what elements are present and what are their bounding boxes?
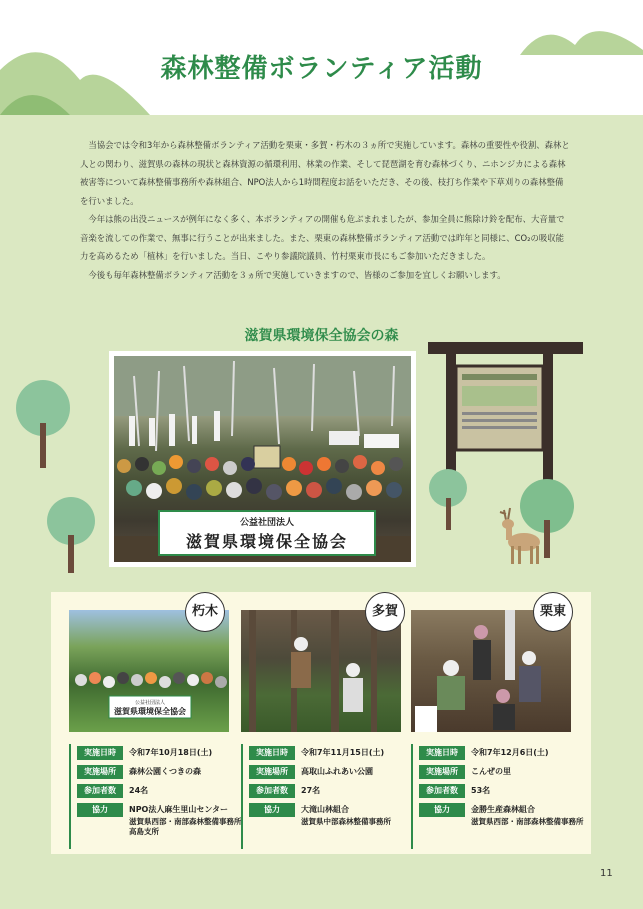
tree-illustration bbox=[45, 495, 97, 573]
count-value: 24名 bbox=[129, 786, 149, 795]
count-label: 参加者数 bbox=[249, 784, 295, 798]
count-row bbox=[243, 782, 415, 801]
mini-banner-subtitle: 公益社団法人 bbox=[134, 700, 166, 706]
coop-value: 滋賀県中部森林整備事務所 bbox=[301, 817, 391, 826]
event-card-kutsuki bbox=[69, 604, 242, 836]
place-row bbox=[71, 763, 243, 782]
date-label: 実施日時 bbox=[249, 746, 295, 760]
place-row bbox=[243, 763, 415, 782]
date-row bbox=[243, 744, 415, 763]
group-photo bbox=[109, 351, 416, 567]
date-row bbox=[413, 744, 585, 763]
tree-illustration bbox=[14, 378, 72, 468]
place-value: 高取山ふれあい公園 bbox=[301, 767, 373, 776]
count-value: 27名 bbox=[301, 786, 321, 795]
coop-label: 協力 bbox=[419, 803, 465, 817]
date-label: 実施日時 bbox=[77, 746, 123, 760]
place-row bbox=[413, 763, 585, 782]
coop-value: 滋賀県西部・南部森林整備事務所 bbox=[129, 817, 242, 826]
coop-row bbox=[71, 801, 243, 849]
count-label: 参加者数 bbox=[77, 784, 123, 798]
location-badge: 朽木 bbox=[185, 592, 225, 632]
date-value: 令和7年11月15日(土) bbox=[301, 748, 385, 757]
date-row bbox=[71, 744, 243, 763]
date-label: 実施日時 bbox=[419, 746, 465, 760]
count-row bbox=[413, 782, 585, 801]
coop-label: 協力 bbox=[249, 803, 295, 817]
banner-subtitle: 公益社団法人 bbox=[239, 518, 294, 528]
page-title: 森林整備ボランティア活動 bbox=[160, 54, 483, 84]
place-label: 実施場所 bbox=[249, 765, 295, 779]
intro-paragraph: 今後も毎年森林整備ボランティア活動を３ヵ所で実施していきますので、皆様のご参加を宜しくお願いします。 bbox=[88, 269, 506, 280]
group-photo-image bbox=[114, 356, 411, 562]
mini-banner-title: 滋賀県環境保全協会 bbox=[114, 707, 186, 716]
page-header bbox=[0, 0, 643, 115]
count-value: 53名 bbox=[471, 786, 491, 795]
event-card-ritto bbox=[411, 604, 584, 826]
intro-paragraph: 当協会では令和3年から森林整備ボランティア活動を栗東・多賀・朽木の３ヵ所で実施しています。森林の重要性や役割、森林と人との関わり、滋賀県の森林の現状と森林資源の循環利用、林業の作業、そして琵琶湖を育む森林づくり、ニホンジカによる森林被害等について森林整備事務所や森林組合、NPO法人から1時間程度お話をいただき、その後、枝打ち作業や下草刈りの森林整備を行いました。 bbox=[80, 140, 570, 206]
coop-row bbox=[413, 801, 585, 849]
banner-title: 滋賀県環境保全協会 bbox=[185, 532, 348, 551]
events-panel bbox=[51, 592, 591, 854]
intro-text bbox=[80, 136, 570, 284]
event-info bbox=[411, 744, 585, 849]
section-subtitle: 滋賀県環境保全協会の森 bbox=[244, 328, 399, 344]
intro-paragraph: 今年は熊の出没ニュースが例年になく多く、本ボランティアの開催も危ぶまれましたが、参加全員に熊除け鈴を配布、大音量で音楽を流しての作業で、無事に行うことが出来ました。また、栗東の森林整備ボランティア活動では昨年と同様に、CO₂の吸収能力を高めるため「植林」を行いました。当日、こやり参議院議員、竹村栗東市長にもご参加いただきました。 bbox=[80, 214, 565, 261]
place-value: こんぜの里 bbox=[471, 767, 511, 776]
event-info bbox=[69, 744, 243, 849]
coop-value: 高島支所 bbox=[129, 827, 159, 836]
place-value: 森林公園くつきの森 bbox=[129, 767, 201, 776]
date-value: 令和7年12月6日(土) bbox=[471, 748, 549, 757]
coop-row bbox=[243, 801, 415, 849]
page-number: 11 bbox=[600, 868, 613, 879]
coop-label: 協力 bbox=[77, 803, 123, 817]
coop-value: NPO法人麻生里山センター bbox=[129, 805, 229, 814]
location-badge: 栗東 bbox=[533, 592, 573, 632]
count-label: 参加者数 bbox=[419, 784, 465, 798]
forest-signboard-illustration bbox=[428, 338, 588, 488]
location-badge: 多賀 bbox=[365, 592, 405, 632]
deer-illustration bbox=[496, 506, 542, 564]
event-card-taga bbox=[241, 604, 401, 826]
coop-value: 金勝生産森林組合 bbox=[471, 805, 535, 814]
count-row bbox=[71, 782, 243, 801]
place-label: 実施場所 bbox=[77, 765, 123, 779]
coop-value: 大滝山林組合 bbox=[301, 805, 349, 814]
coop-value: 滋賀県西部・南部森林整備事務所 bbox=[471, 817, 584, 826]
event-info bbox=[241, 744, 415, 849]
association-banner bbox=[158, 510, 376, 556]
tree-illustration bbox=[428, 468, 468, 530]
place-label: 実施場所 bbox=[419, 765, 465, 779]
date-value: 令和7年10月18日(土) bbox=[129, 748, 213, 757]
